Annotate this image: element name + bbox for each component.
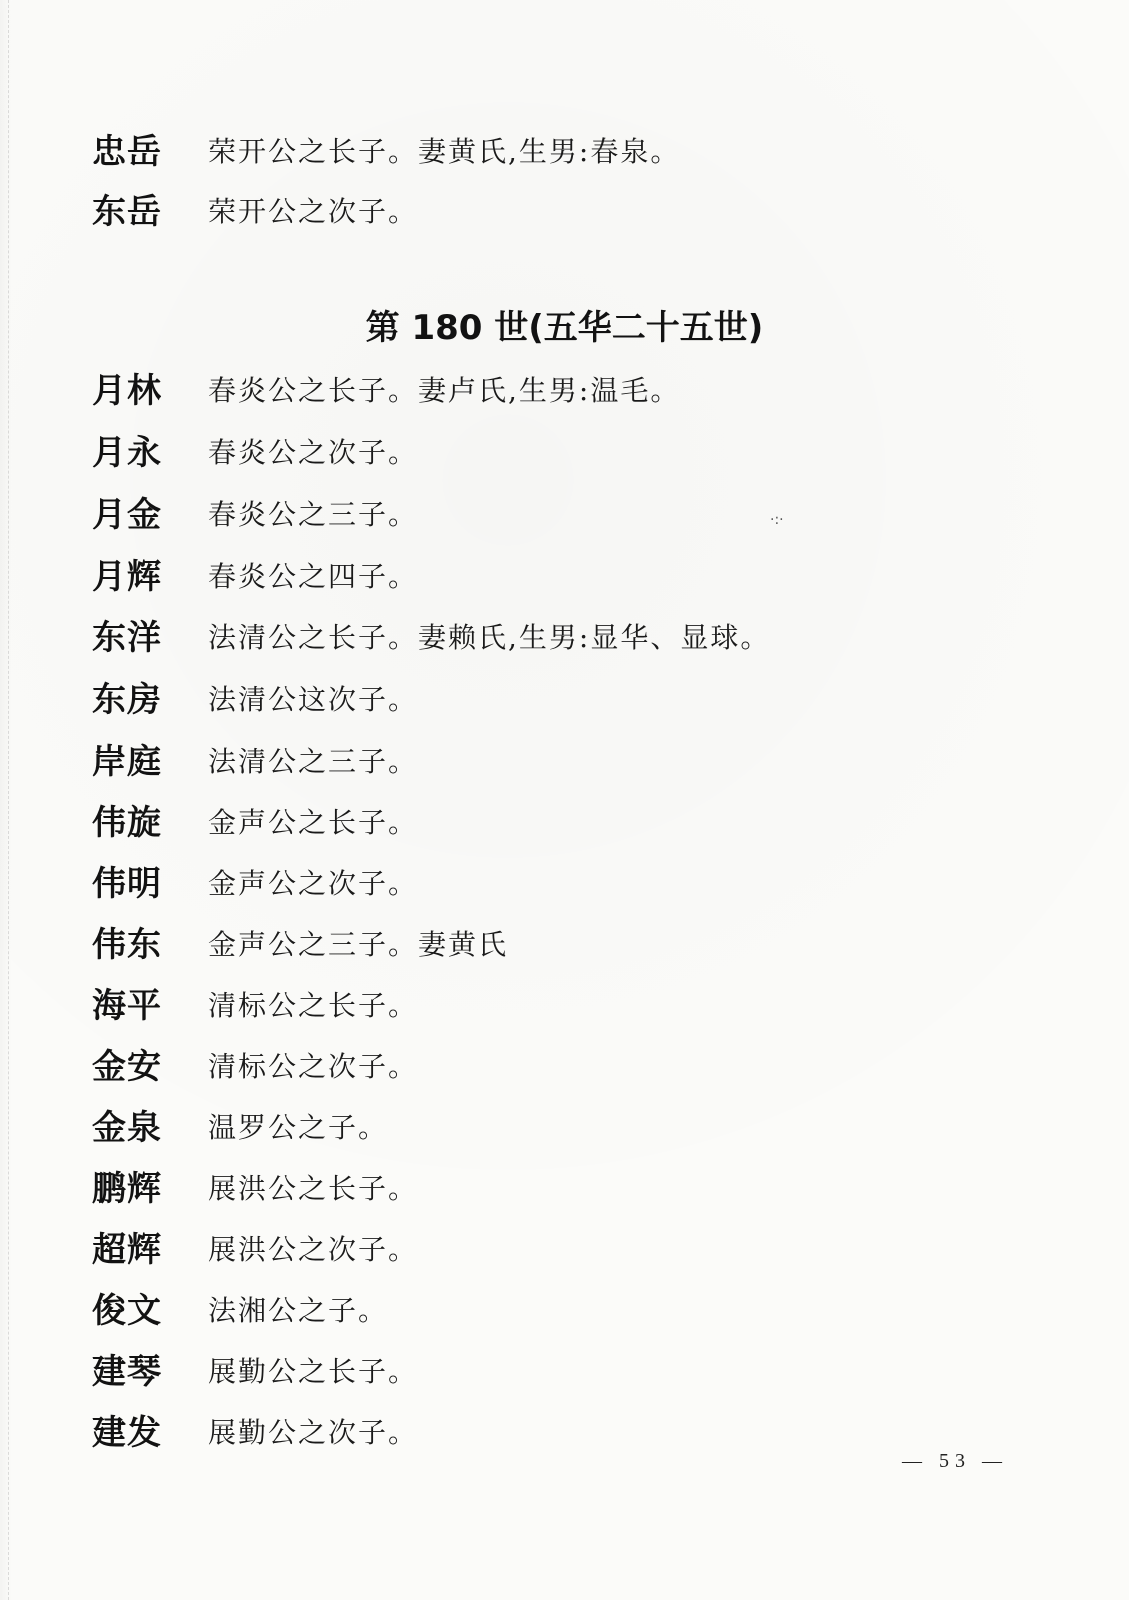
page-edge-rule [8, 0, 9, 1600]
entry-description: 荣开公之长子。妻黄氏,生男:春泉。 [208, 135, 681, 168]
entry-description: 春炎公之四子。 [208, 560, 419, 593]
entry-description: 春炎公之三子。 [208, 498, 419, 531]
entry-name: 东洋 [92, 618, 162, 658]
entry-description: 金声公之次子。 [208, 867, 419, 900]
list-item [92, 128, 992, 178]
entry-description: 法湘公之子。 [208, 1294, 389, 1327]
entry-description: 荣开公之次子。 [208, 195, 419, 228]
entry-description: 展勤公之长子。 [208, 1355, 419, 1388]
entry-description: 春炎公之次子。 [208, 436, 419, 469]
entry-name: 俊文 [92, 1291, 162, 1331]
entry-description: 清标公之长子。 [208, 989, 419, 1022]
entry-description: 展洪公之长子。 [208, 1172, 419, 1205]
entry-description: 清标公之次子。 [208, 1050, 419, 1083]
entry-name: 鹏辉 [92, 1169, 162, 1209]
entry-name: 东岳 [92, 192, 162, 232]
list-item [92, 860, 992, 910]
entry-description: 法清公之三子。 [208, 745, 419, 778]
list-item [92, 553, 992, 603]
entry-description: 法清公之长子。妻赖氏,生男:显华、显球。 [208, 621, 771, 654]
entry-description: 温罗公之子。 [208, 1111, 389, 1144]
entry-name: 金安 [92, 1047, 162, 1087]
page-number: — 53 — [902, 1450, 1008, 1472]
entry-name: 月辉 [92, 557, 162, 597]
entry-name: 伟东 [92, 925, 162, 965]
generation-heading [0, 303, 1129, 353]
entry-name: 东房 [92, 680, 162, 720]
entry-description: 展洪公之次子。 [208, 1233, 419, 1266]
list-item [92, 1226, 992, 1276]
entry-name: 金泉 [92, 1108, 162, 1148]
entry-name: 月金 [92, 495, 162, 535]
list-item [92, 188, 992, 238]
list-item [92, 1104, 992, 1154]
list-item [92, 429, 992, 479]
list-item [92, 1043, 992, 1093]
entry-name: 忠岳 [92, 132, 162, 172]
generation-heading-text: 第 180 世(五华二十五世) [365, 308, 764, 348]
entry-name: 建发 [92, 1413, 162, 1453]
entry-description: 展勤公之次子。 [208, 1416, 419, 1449]
list-item [92, 1409, 992, 1459]
list-item [92, 738, 992, 788]
entry-description: 法清公这次子。 [208, 683, 419, 716]
list-item [92, 614, 992, 664]
entry-description: 金声公之长子。 [208, 806, 419, 839]
scan-speck: ·:· [770, 512, 784, 528]
entry-name: 建琴 [92, 1352, 162, 1392]
entry-name: 伟明 [92, 864, 162, 904]
entry-name: 月永 [92, 433, 162, 473]
entry-name: 超辉 [92, 1230, 162, 1270]
list-item [92, 1165, 992, 1215]
list-item [92, 921, 992, 971]
list-item [92, 367, 992, 417]
entry-name: 月林 [92, 371, 162, 411]
entry-description: 金声公之三子。妻黄氏 [208, 928, 509, 961]
entry-description: 春炎公之长子。妻卢氏,生男:温毛。 [208, 374, 681, 407]
list-item [92, 982, 992, 1032]
entry-name: 海平 [92, 986, 162, 1026]
list-item [92, 491, 992, 541]
list-item [92, 799, 992, 849]
list-item [92, 676, 992, 726]
entry-name: 岸庭 [92, 742, 162, 782]
entry-name: 伟旋 [92, 803, 162, 843]
list-item [92, 1348, 992, 1398]
list-item [92, 1287, 992, 1337]
